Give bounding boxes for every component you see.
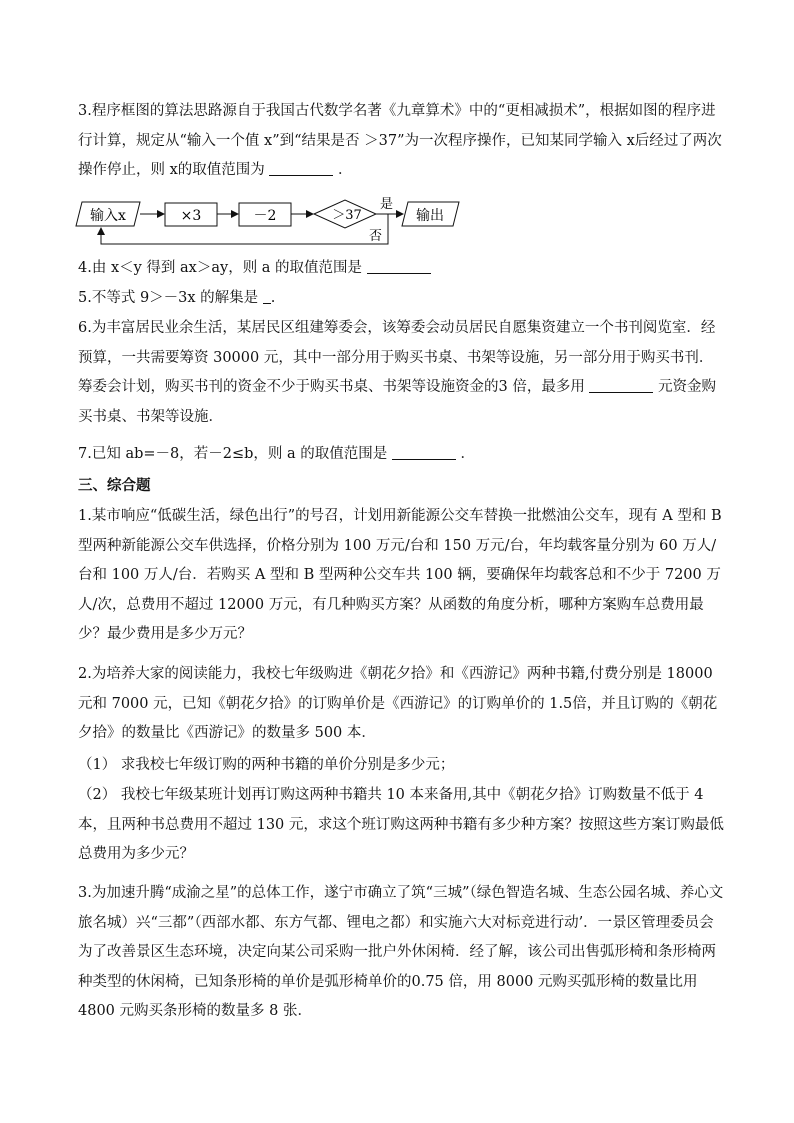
fill-question-6 — [78, 314, 724, 432]
subtract-label: －2 — [253, 208, 277, 224]
question-5-end: . — [270, 290, 276, 306]
input-label: 输入x — [90, 208, 126, 224]
no-label: 否 — [369, 229, 383, 244]
question-6-end: 元资金购买书桌、书架等设施． — [78, 379, 717, 425]
fill-question-3 — [78, 97, 724, 186]
answer-blank-4[interactable] — [367, 257, 431, 274]
yes-label: 是 — [380, 197, 394, 212]
question-6-text: 6.为丰富居民业余生活，某居民区组建筹委会，该筹委会动员居民自愿集资建立一个书刊阅览室．经预算，一共需要筹资 30000 元，其中一部分用于购买书桌、书架等设施，另一部分用于购买书刊．筹委会计划，购买书刊的资金不少于购买书桌、书架等设施资金的3 倍，最多用 — [78, 320, 716, 395]
question-3-text: 3.程序框图的算法思路源自于我国古代数学名著《九章算术》中的“更相减损术”，根据如图的程序进行计算，规定从“输入一个值 x”到“结果是否 ＞37”为一次程序操作，已知某同学输入 x后经过了两次操作停止，则 x的取值范围为 — [78, 103, 722, 178]
problem-2-part-1: （1） 求我校七年级订购的两种书籍的单价分别是多少元； — [78, 757, 455, 773]
answer-blank-6[interactable] — [589, 376, 653, 393]
fill-question-7 — [78, 440, 724, 470]
multiply-label: ×3 — [180, 208, 202, 224]
question-4-text: 4.由 x＜y 得到 ax＞ay，则 a 的取值范围是 — [78, 260, 363, 276]
answer-blank-7[interactable] — [392, 443, 456, 460]
answer-blank-3[interactable] — [269, 159, 333, 176]
question-3-end: ． — [338, 162, 353, 178]
question-5-text: 5.不等式 9＞－3x 的解集是 — [78, 290, 259, 306]
output-label: 输出 — [416, 208, 444, 224]
problem-3: 3.为加速升腾“成渝之星”的总体工作，遂宁市确立了筑“三城”（绿色智造名城、生态公园名城、养心文旅名城）兴“三都”（西部水都、东方气都、锂电之都）和实施六大对标竞进行动’．一景区管理委员会为了改善景区生态环境，决定向某公司采购一批户外休闲椅．经了解，该公司出售弧形椅和条形椅两种类型的休闲椅，已知条形椅的单价是弧形椅单价的0.75 倍，用 8000 元购买弧形椅的数量比用 4800 元购买条形椅的数量多 8 张． — [78, 885, 724, 1019]
problem-2: 2.为培养大家的阅读能力，我校七年级购进《朝花夕拾》和《西游记》两种书籍,付费分别是 18000 元和 7000 元，已知《朝花夕拾》的订购单价是《西游记》的订购单价的 1.5倍，并且订购的《朝花夕拾》的数量比《西游记》的数量多 500 本． — [78, 666, 718, 741]
answer-blank-5[interactable] — [263, 287, 271, 304]
question-7-text: 7.已知 ab=－8，若－2≤b，则 a 的取值范围是 — [78, 446, 388, 462]
program-flowchart — [72, 195, 472, 253]
section-heading: 三、综合题 — [78, 478, 151, 494]
fill-question-4 — [78, 254, 724, 284]
condition-label: ＞37 — [332, 208, 362, 223]
question-7-end: ． — [460, 446, 475, 462]
problem-1: 1.某市响应“低碳生活，绿色出行”的号召，计划用新能源公交车替换一批燃油公交车，现有 A 型和 B 型两种新能源公交车供选择，价格分别为 100 万元/台和 150 万元/台，年均载客量分别为 60 万人/台和 100 万人/台．若购买 A 型和 B 型两种公交车共 100 辆，要确保年均载客总和不少于 7200 万人/次，总费用不超过 12000 万元，有几种购买方案？从函数的角度分析，哪种方案购车总费用最少？最少费用是多少万元？ — [78, 508, 722, 642]
problem-2-part-2: （2） 我校七年级某班计划再订购这两种书籍共 10 本来备用,其中《朝花夕拾》订购数量不低于 4 本，且两种书总费用不超过 130 元，求这个班订购这两种书籍有多少种方案？按照这些方案订购最低总费用为多少元？ — [78, 787, 724, 862]
fill-question-5 — [78, 284, 724, 314]
